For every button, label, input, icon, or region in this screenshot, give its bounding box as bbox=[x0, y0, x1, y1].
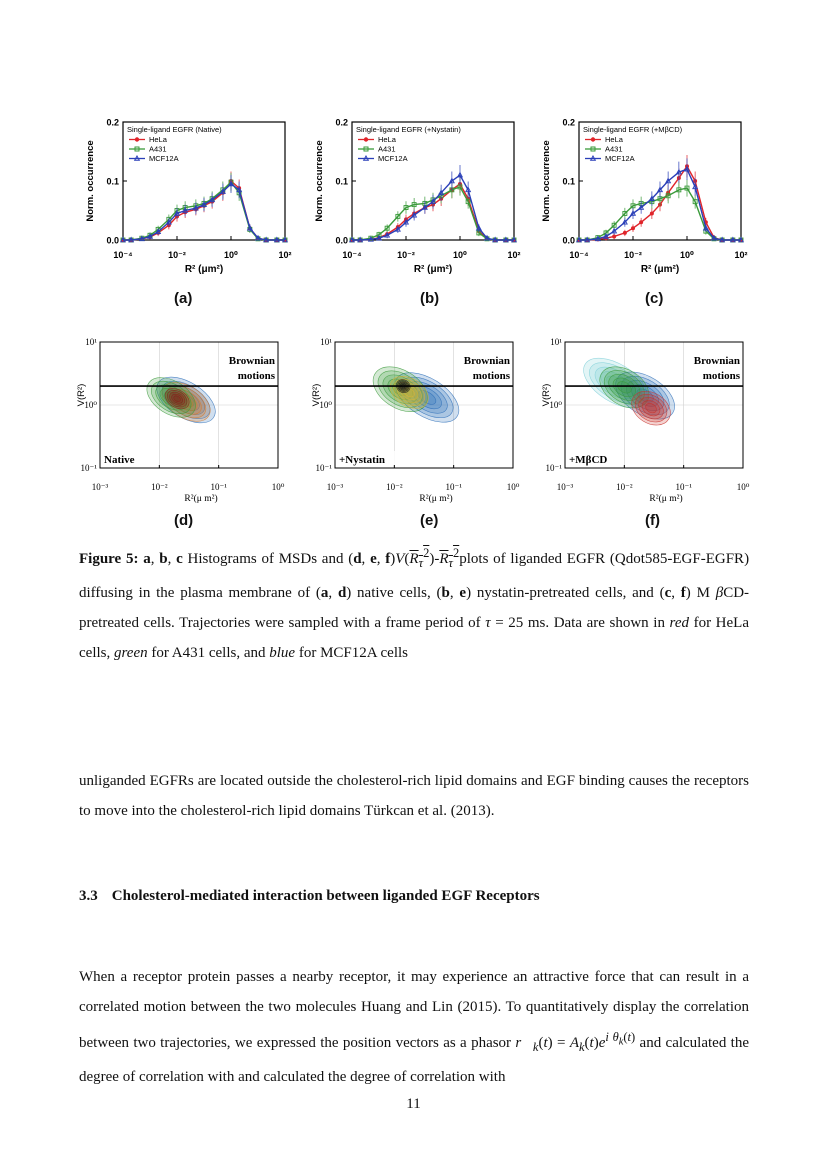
series-line-HeLa bbox=[352, 184, 514, 240]
point-HeLa bbox=[631, 226, 635, 230]
legend-label: HeLa bbox=[605, 135, 623, 144]
figure-caption bbox=[79, 538, 749, 668]
y-axis-label: Norm. occurrence bbox=[85, 140, 96, 222]
x-axis-label: R²(μ m²) bbox=[184, 494, 218, 504]
legend-title: Single-ligand EGFR (+Nystatin) bbox=[356, 125, 461, 134]
brownian-label: motions bbox=[472, 370, 510, 382]
y-axis-label: Norm. occurrence bbox=[314, 140, 325, 222]
figure-5 bbox=[0, 0, 827, 535]
caption-label: Figure 5: bbox=[79, 551, 139, 567]
point-HeLa bbox=[639, 220, 643, 224]
x-tick-label: 10² bbox=[278, 250, 292, 260]
y-axis-label: V(R²) bbox=[311, 383, 322, 407]
density-f bbox=[541, 337, 750, 504]
y-axis-label: V(R²) bbox=[76, 383, 87, 407]
brownian-label: Brownian bbox=[463, 355, 510, 367]
histogram-panels bbox=[85, 118, 748, 276]
x-tick-label: 10⁰ bbox=[736, 482, 750, 492]
legend-marker bbox=[591, 137, 595, 141]
condition-tag: +MβCD bbox=[569, 454, 608, 466]
x-axis-label: R²(μ m²) bbox=[649, 494, 683, 504]
y-tick-label: 0.0 bbox=[335, 235, 348, 246]
legend-marker bbox=[364, 137, 368, 141]
y-tick-label: 10¹ bbox=[320, 337, 332, 347]
plot-frame bbox=[579, 122, 741, 240]
section-number: 3.3 bbox=[79, 888, 98, 904]
section-title: Cholesterol-mediated interaction between liganded EGF Receptors bbox=[111, 888, 540, 904]
density-e bbox=[311, 337, 520, 504]
y-tick-label: 0.1 bbox=[335, 176, 348, 187]
x-tick-label: 10⁻³ bbox=[556, 482, 574, 492]
y-tick-label: 10¹ bbox=[550, 337, 562, 347]
x-tick-label: 10⁻¹ bbox=[210, 482, 227, 492]
point-HeLa bbox=[623, 231, 627, 235]
caption-text: a, b, c Histograms of MSDs and (d, e, $f)V(R_\tau^2)-R_\tau^2plots$ of liganded EGFR (Qdot585-EGF-EGFR) diffusing in the plasma membrane of (a, d) native cells, (b, e) nystatin-pretreated cells, and (c, f) M βCD-pretreated cells. Trajectories were sampled with a frame period of τ = 25 ms. Data are shown in red for HeLa cells, green for A431 cells, and blue for MCF12A cells bbox=[79, 546, 750, 661]
y-tick-label: 10⁻¹ bbox=[545, 463, 562, 473]
histogram-b bbox=[314, 118, 521, 276]
x-tick-label: 10⁻² bbox=[397, 250, 415, 260]
plot-frame bbox=[352, 122, 514, 240]
legend-label: A431 bbox=[605, 144, 623, 154]
x-tick-label: 10² bbox=[734, 250, 748, 260]
x-tick-label: 10⁻⁴ bbox=[569, 250, 589, 260]
x-tick-label: 10⁰ bbox=[224, 250, 238, 260]
sublabel-d: (d) bbox=[174, 512, 194, 529]
paragraph-1: unliganded EGFRs are located outside the cholesterol-rich lipid domains and EGF binding causes the receptors to move into the cholesterol-rich lipid domains Türkcan et al. (2013). bbox=[79, 773, 749, 819]
legend-label: MCF12A bbox=[378, 154, 408, 163]
legend-label: HeLa bbox=[149, 135, 167, 144]
y-tick-label: 0.1 bbox=[562, 176, 575, 187]
point-HeLa bbox=[650, 211, 654, 215]
x-tick-label: 10⁰ bbox=[453, 250, 467, 260]
histogram-c bbox=[541, 118, 748, 276]
legend-title: Single-ligand EGFR (+MβCD) bbox=[583, 125, 683, 134]
legend-label: HeLa bbox=[378, 135, 396, 144]
paragraph-2: When a receptor protein passes a nearby receptor, it may experience an attractive force that can result in a correlated motion between the two molecules Huang and Lin (2015). To quantitatively display the correlation between two trajectories, we expressed the position vectors as a phasor $r⃗_k(t) = A_k(t)e^{i \theta_k(t)}$ and calculated the degree of correlation with and calculated the degree of correlation with bbox=[79, 969, 749, 1085]
legend-label: A431 bbox=[378, 144, 396, 154]
y-tick-label: 10⁰ bbox=[549, 400, 562, 410]
histogram-a bbox=[85, 118, 292, 276]
y-tick-label: 10⁻¹ bbox=[315, 463, 332, 473]
y-tick-label: 10⁰ bbox=[319, 400, 332, 410]
x-tick-label: 10⁰ bbox=[506, 482, 520, 492]
brownian-label: Brownian bbox=[228, 355, 275, 367]
y-tick-label: 0.2 bbox=[562, 117, 575, 128]
x-tick-label: 10⁻² bbox=[151, 482, 168, 492]
plot-frame bbox=[123, 122, 285, 240]
y-tick-label: 0.1 bbox=[106, 176, 119, 187]
legend-label: A431 bbox=[149, 144, 167, 154]
x-tick-label: 10⁻² bbox=[386, 482, 403, 492]
y-tick-label: 0.0 bbox=[106, 235, 119, 246]
condition-tag: +Nystatin bbox=[339, 454, 385, 466]
sublabel-f: (f) bbox=[645, 512, 660, 529]
page-number: 11 bbox=[406, 1096, 421, 1112]
x-axis-label: R² (μm²) bbox=[184, 264, 224, 275]
density-d bbox=[76, 337, 285, 504]
x-tick-label: 10⁻⁴ bbox=[113, 250, 133, 260]
legend-title: Single-ligand EGFR (Native) bbox=[127, 125, 222, 134]
sublabel-a: (a) bbox=[174, 290, 193, 307]
x-tick-label: 10² bbox=[507, 250, 521, 260]
x-tick-label: 10⁻¹ bbox=[445, 482, 462, 492]
brownian-label: Brownian bbox=[693, 355, 740, 367]
x-tick-label: 10⁻³ bbox=[326, 482, 344, 492]
y-tick-label: 0.2 bbox=[335, 117, 348, 128]
y-tick-label: 10⁻¹ bbox=[80, 463, 97, 473]
x-tick-label: 10⁻² bbox=[624, 250, 642, 260]
y-tick-label: 0.0 bbox=[562, 235, 575, 246]
x-tick-label: 10⁻⁴ bbox=[342, 250, 362, 260]
x-tick-label: 10⁻³ bbox=[91, 482, 109, 492]
legend-label: MCF12A bbox=[149, 154, 179, 163]
x-axis-label: R² (μm²) bbox=[413, 264, 453, 275]
y-tick-label: 10⁰ bbox=[84, 400, 97, 410]
x-axis-label: R² (μm²) bbox=[640, 264, 680, 275]
x-tick-label: 10⁰ bbox=[271, 482, 285, 492]
x-tick-label: 10⁻² bbox=[616, 482, 633, 492]
y-tick-label: 0.2 bbox=[106, 117, 119, 128]
section-heading bbox=[79, 888, 540, 905]
y-axis-label: Norm. occurrence bbox=[541, 140, 552, 222]
legend-label: MCF12A bbox=[605, 154, 635, 163]
brownian-label: motions bbox=[237, 370, 275, 382]
y-axis-label: V(R²) bbox=[541, 383, 552, 407]
x-tick-label: 10⁻¹ bbox=[675, 482, 692, 492]
sublabel-c: (c) bbox=[645, 290, 664, 307]
x-tick-label: 10⁰ bbox=[680, 250, 694, 260]
sublabel-e: (e) bbox=[420, 512, 439, 529]
point-HeLa bbox=[612, 234, 616, 238]
sublabel-b: (b) bbox=[420, 290, 440, 307]
brownian-label: motions bbox=[702, 370, 740, 382]
y-tick-label: 10¹ bbox=[85, 337, 97, 347]
x-axis-label: R²(μ m²) bbox=[419, 494, 453, 504]
legend-marker bbox=[135, 137, 139, 141]
condition-tag: Native bbox=[104, 454, 135, 466]
x-tick-label: 10⁻² bbox=[168, 250, 186, 260]
density-panels bbox=[76, 337, 750, 504]
